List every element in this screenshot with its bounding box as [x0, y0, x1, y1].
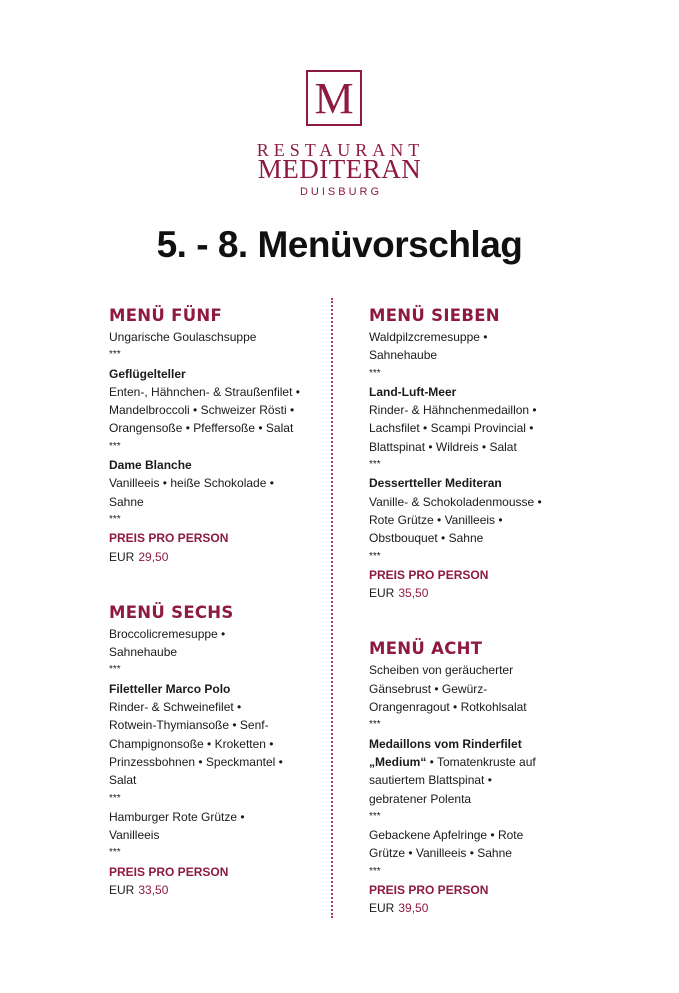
page-title: 5. - 8. Menüvorschlag [156, 224, 523, 265]
menu-title: MENÜ SIEBEN [369, 306, 500, 325]
menu-line: Rinder- & Hähnchenmedaillon • [369, 403, 537, 418]
price-label: PREIS PRO PERSON [109, 864, 229, 879]
menu-line: Orangenragout • Rotkohlsalat [369, 700, 527, 715]
menu-title: MENÜ SECHS [109, 602, 234, 622]
price-label: PREIS PRO PERSON [369, 567, 489, 582]
logo-letter: M [314, 74, 354, 123]
menu-line: Prinzessbohnen • Speckmantel • [109, 754, 283, 769]
course-name: Medaillons vom Rinderfilet [369, 736, 522, 751]
course-separator: *** [369, 865, 381, 877]
menu-line: Blattspinat • Wildreis • Salat [369, 439, 517, 454]
course-separator: *** [109, 664, 121, 676]
price-label: PREIS PRO PERSON [369, 883, 489, 898]
price-currency: EUR [369, 901, 395, 916]
course-name: Dame Blanche [109, 458, 192, 473]
brand-restaurant: RESTAURANT [256, 140, 425, 160]
menu-line: Enten-, Hähnchen- & Straußenfilet • [109, 384, 300, 399]
menu-line: Rinder- & Schweinefilet • [109, 700, 242, 715]
menu-line: Champignonsoße • Kroketten • [109, 736, 274, 751]
menu-six [109, 602, 324, 899]
menu-line: Sahnehaube [109, 645, 178, 660]
brand-city: DUISBURG [299, 186, 383, 198]
course-separator: *** [369, 367, 381, 379]
menu-line: Rote Grütze • Vanilleeis • [369, 512, 503, 527]
price-currency: EUR [109, 883, 135, 898]
menu-line: Obstbouquet • Sahne [369, 531, 484, 546]
menu-line: sautiertem Blattspinat • [369, 773, 492, 788]
menu-line: Sahne [109, 494, 144, 509]
menu-line: Orangensoße • Pfeffersoße • Salat [109, 421, 294, 436]
course-separator: *** [369, 459, 381, 471]
course-separator: *** [369, 719, 381, 731]
brand-name: MEDITERAN [257, 154, 422, 184]
menu-line: Ungarische Goulaschsuppe [109, 330, 257, 344]
course-name: Geflügelteller [109, 366, 186, 381]
course-separator: *** [109, 792, 121, 804]
price-amount: 29,50 [138, 549, 169, 564]
menu-line: Vanille- & Schokoladenmousse • [369, 494, 542, 509]
course-name: Dessertteller Mediteran [369, 476, 502, 491]
price-amount: 33,50 [138, 883, 169, 898]
column-divider [331, 298, 333, 918]
menu-line: Waldpilzcremesuppe • [369, 330, 488, 344]
price [369, 584, 584, 602]
course-separator: *** [109, 349, 121, 361]
menu-line: Gebackene Apfelringe • Rote [369, 828, 524, 843]
restaurant-logo [306, 70, 362, 126]
left-column [109, 305, 324, 935]
menu-line: Hamburger Rote Grütze • [109, 809, 245, 824]
menu-seven [369, 305, 584, 602]
course-separator: *** [369, 550, 381, 562]
menu-line: Grütze • Vanilleeis • Sahne [369, 846, 512, 861]
menu-line: Scheiben von geräucherter [369, 663, 514, 678]
price-currency: EUR [109, 549, 135, 564]
menu-eight [369, 638, 584, 917]
menu-title: MENÜ ACHT [369, 639, 483, 659]
medium-label: „Medium“ [369, 754, 427, 769]
price-label: PREIS PRO PERSON [109, 531, 229, 546]
menu-five [109, 305, 324, 566]
price-amount: 39,50 [398, 901, 429, 916]
price-amount: 35,50 [398, 586, 429, 601]
price [369, 899, 584, 917]
right-column [369, 305, 584, 954]
course-name: Land-Luft-Meer [369, 384, 457, 399]
menu-line: gebratener Polenta [369, 791, 472, 806]
menu-line: „Medium“ • Tomatenkruste auf [369, 754, 536, 769]
price [109, 881, 324, 899]
price-currency: EUR [369, 586, 395, 601]
course-name: Filetteller Marco Polo [109, 681, 231, 696]
menu-line: Rotwein-Thymiansoße • Senf- [109, 718, 269, 733]
menu-line: Gänsebrust • Gewürz- [369, 681, 488, 696]
course-separator: *** [109, 440, 121, 452]
menu-line: Salat [109, 773, 137, 788]
menu-line: Mandelbroccoli • Schweizer Rösti • [109, 403, 295, 418]
course-separator: *** [109, 847, 121, 859]
menu-line: Vanilleeis • heiße Schokolade • [109, 476, 274, 491]
menu-line: Vanilleeis [109, 828, 160, 843]
menu-line: Broccolicremesuppe • [109, 626, 226, 641]
menu-line: Sahnehaube [369, 348, 438, 363]
menu-line: Lachsfilet • Scampi Provincial • [369, 421, 534, 436]
course-separator: *** [369, 810, 381, 822]
course-separator: *** [109, 513, 121, 525]
menu-title: MENÜ FÜNF [109, 306, 223, 325]
price [109, 548, 324, 566]
